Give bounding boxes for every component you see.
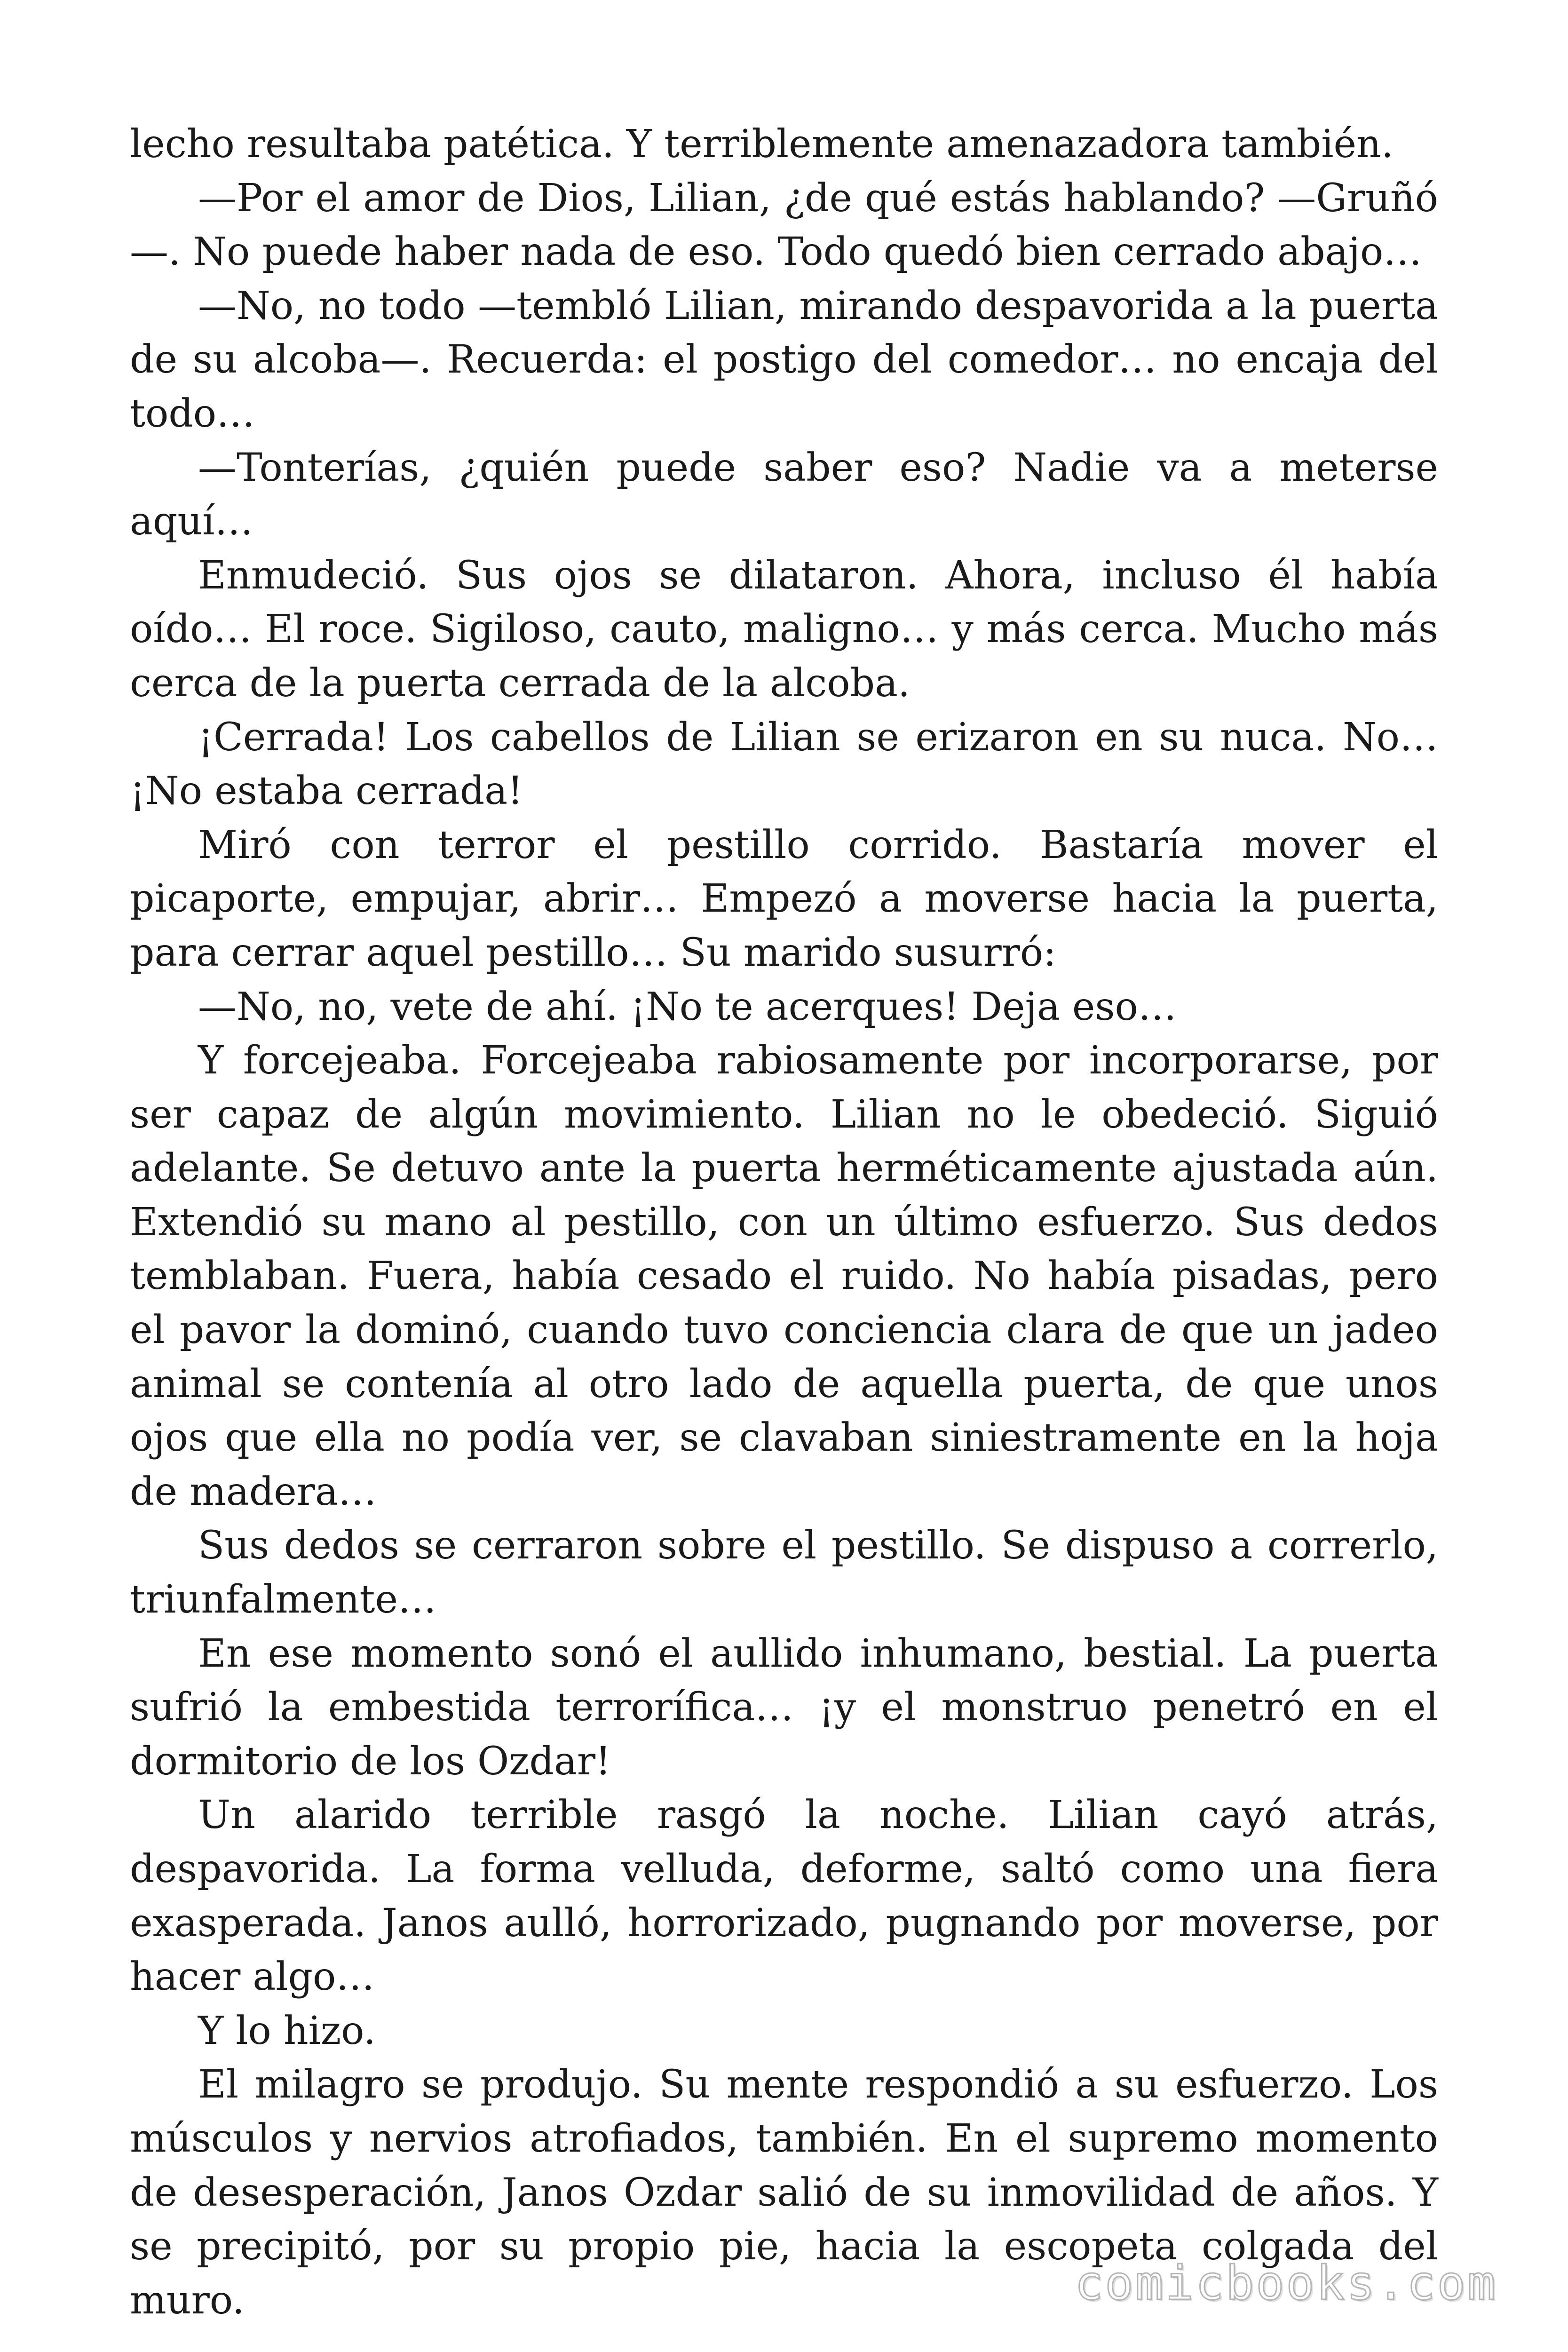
paragraph-3: —No, no todo —tembló Lilian, mirando despavorida a la puerta de su alcoba—. Recuerda: el postigo del comedor… no encaja del todo…	[130, 283, 1438, 436]
paragraph-6: ¡Cerrada! Los cabellos de Lilian se erizaron en su nuca. No… ¡No estaba cerrada!	[130, 715, 1438, 814]
body-text	[130, 118, 1438, 2328]
paragraph-4: —Tonterías, ¿quién puede saber eso? Nadie va a meterse aquí…	[130, 445, 1438, 544]
paragraph-7: Miró con terror el pestillo corrido. Bastaría mover el picaporte, empujar, abrir… Empezó a moverse hacia la puerta, para cerrar aquel pestillo… Su marido susurró:	[130, 822, 1438, 975]
paragraph-8: —No, no, vete de ahí. ¡No te acerques! Deja eso…	[198, 984, 1177, 1029]
paragraph-2: —Por el amor de Dios, Lilian, ¿de qué estás hablando? —Gruñó —. No puede haber nada de eso. Todo quedó bien cerrado abajo…	[130, 175, 1438, 275]
paragraph-5: Enmudeció. Sus ojos se dilataron. Ahora, incluso él había oído… El roce. Sigiloso, cauto, maligno… y más cerca. Mucho más cerca de la puerta cerrada de la alcoba.	[130, 553, 1438, 706]
paragraph-13: Y lo hizo.	[198, 2008, 376, 2053]
watermark: comicbooks.com	[1075, 2256, 1497, 2311]
paragraph-10: Sus dedos se cerraron sobre el pestillo. Se dispuso a correrlo, triunfalmente…	[130, 1523, 1438, 1622]
paragraph-11: En ese momento sonó el aullido inhumano, bestial. La puerta sufrió la embestida terrorífica… ¡y el monstruo penetró en el dormitorio de los Ozdar!	[130, 1631, 1438, 1784]
paragraph-14: El milagro se produjo. Su mente respondió a su esfuerzo. Los músculos y nervios atrofiados, también. En el supremo momento de desesperación, Janos Ozdar salió de su inmovilidad de años. Y se precipitó, por su propio pie, hacia la escopeta colgada del muro.	[130, 2062, 1438, 2323]
paragraph-12: Un alarido terrible rasgó la noche. Lilian cayó atrás, despavorida. La forma velluda, deforme, saltó como una fiera exasperada. Janos aulló, horrorizado, pugnando por moverse, por hacer algo…	[130, 1793, 1438, 2000]
paragraph-9: Y forcejeaba. Forcejeaba rabiosamente por incorporarse, por ser capaz de algún movimiento. Lilian no le obedeció. Siguió adelante. Se detuvo ante la puerta herméticamente ajustada aún. Extendió su mano al pestillo, con un último esfuerzo. Sus dedos temblaban. Fuera, había cesado el ruido. No había pisadas, pero el pavor la dominó, cuando tuvo conciencia clara de que un jadeo animal se contenía al otro lado de aquella puerta, de que unos ojos que ella no podía ver, se clavaban siniestramente en la hoja de madera…	[130, 1038, 1438, 1514]
paragraph-1: lecho resultaba patética. Y terriblemente amenazadora también.	[130, 122, 1394, 167]
